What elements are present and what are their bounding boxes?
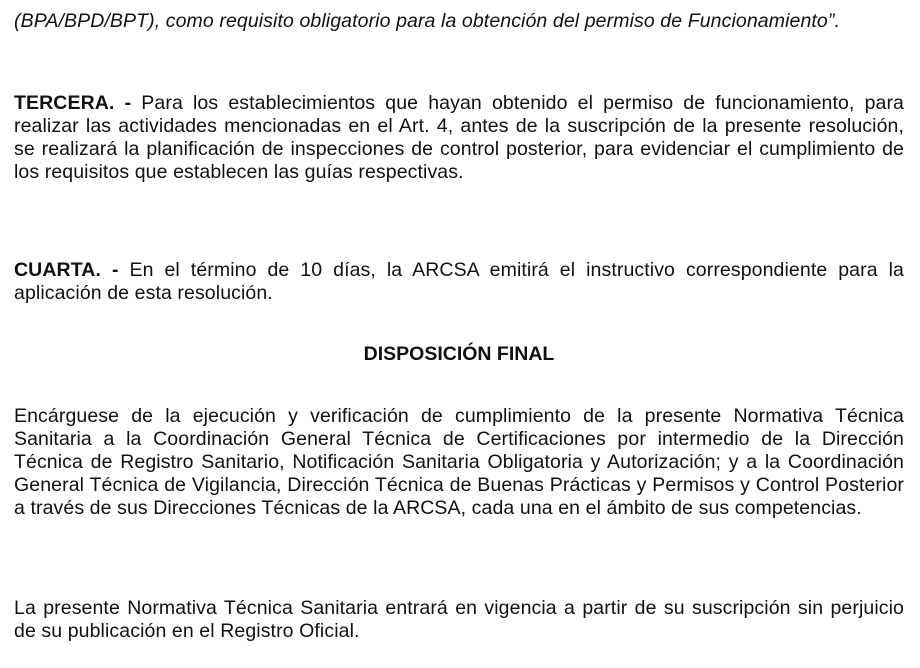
paragraph-disposicion <box>14 405 904 520</box>
clause-text-tercera: Para los establecimientos que hayan obtenido el permiso de funcionamiento, para realizar las actividades mencionadas en el Art. 4, antes de la suscripción de la presente resolución, se realizará la planificación de inspecciones de control posterior, para evidenciar el cumplimiento de los requisitos que establecen las guías respectivas. <box>14 92 904 183</box>
paragraph-vigencia <box>14 597 904 643</box>
clause-label-tercera: TERCERA. <box>14 92 115 114</box>
section-heading: DISPOSICIÓN FINAL <box>363 343 555 365</box>
paragraph-disposicion-text: Encárguese de la ejecución y verificación de cumplimiento de la presente Normativa Técnica Sanitaria a la Coordinación General Técnica de Certificaciones por intermedio de la Dirección Técnica de Registro Sanitario, Notificación Sanitaria Obligatoria y Autorización; y a la Coordinación General Técnica de Vigilancia, Dirección Técnica de Buenas Prácticas y Permisos y Control Posterior a través de sus Direcciones Técnicas de la ARCSA, cada una en el ámbito de sus competencias. <box>14 405 904 519</box>
paragraph-cuarta <box>14 259 904 305</box>
paragraph-continuation <box>14 10 904 33</box>
clause-label-cuarta: CUARTA. <box>14 259 101 281</box>
paragraph-continuation-text: (BPA/BPD/BPT), como requisito obligatorio para la obtención del permiso de Funcionamiento”. <box>14 10 840 32</box>
clause-text-cuarta: En el término de 10 días, la ARCSA emitirá el instructivo correspondiente para la aplicación de esta resolución. <box>14 259 904 304</box>
paragraph-vigencia-text: La presente Normativa Técnica Sanitaria entrará en vigencia a partir de su suscripción sin perjuicio de su publicación en el Registro Oficial. <box>14 597 904 642</box>
clause-separator: - <box>114 92 142 114</box>
paragraph-tercera <box>14 92 904 184</box>
clause-separator: - <box>101 259 130 281</box>
